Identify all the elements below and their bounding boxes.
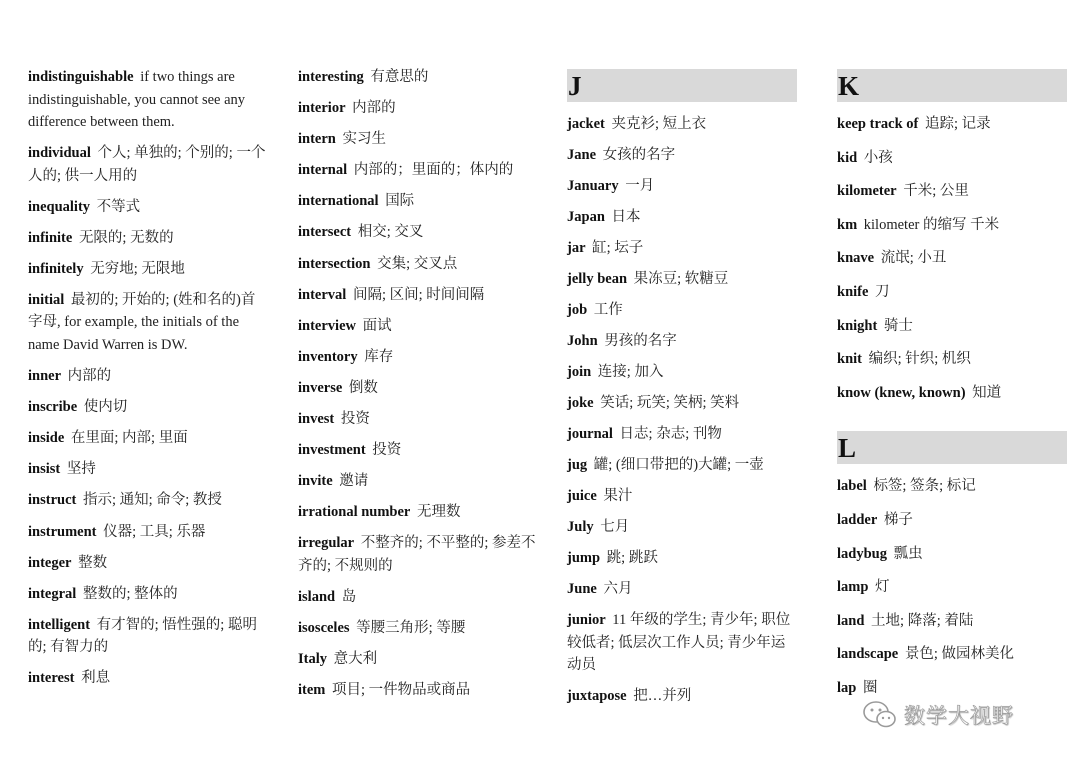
entry-definition: 内部的 (67, 368, 112, 385)
dictionary-entry (28, 142, 266, 187)
dictionary-entry (28, 552, 266, 575)
dictionary-entry (837, 576, 1067, 598)
dictionary-entry (837, 180, 1067, 202)
dictionary-entry (28, 667, 266, 690)
dictionary-entry (567, 113, 797, 136)
dictionary-entry (567, 454, 797, 477)
dictionary-entry (28, 289, 266, 357)
entry-definition: 无限的; 无数的 (78, 229, 174, 246)
entry-definition: 追踪; 记录 (924, 116, 991, 132)
dictionary-entry (567, 547, 797, 570)
entry-definition: 岛 (341, 589, 357, 605)
entry-definition: 千米; 公里 (903, 183, 969, 200)
entry-headword: Japan (567, 209, 605, 225)
dictionary-entry (28, 196, 266, 219)
dictionary-entry (837, 543, 1067, 565)
dictionary-entry (837, 315, 1067, 337)
entry-definition: 流氓; 小丑 (880, 250, 947, 267)
entry-headword: insist (28, 461, 61, 478)
dictionary-entry (298, 190, 538, 213)
entry-headword: integral (28, 585, 77, 602)
entry-headword: item (298, 682, 326, 699)
entry-list-k (837, 113, 1067, 404)
entry-headword: indistinguishable (28, 69, 134, 85)
dictionary-entry (567, 392, 797, 415)
entry-headword: integer (28, 554, 72, 571)
dictionary-entry (298, 617, 538, 640)
entry-headword: landscape (837, 646, 899, 663)
entry-headword: Italy (298, 651, 327, 668)
watermark (862, 700, 1014, 730)
entry-headword: ladybug (837, 545, 887, 562)
entry-definition: 交集; 交叉点 (377, 255, 458, 272)
entry-definition: if two things are indistinguishable, you cannot see any difference between them. (28, 69, 246, 130)
entry-headword: June (567, 581, 597, 597)
dictionary-entry (837, 113, 1067, 135)
entry-headword: inverse (298, 379, 343, 396)
entry-definition: 最初的; 开始的; (姓和名的)首字母, for example, the initials of the name David Warren is DW. (28, 291, 256, 353)
entry-headword: interval (298, 286, 347, 303)
dictionary-entry (28, 427, 266, 450)
entry-headword: invite (298, 473, 333, 490)
entry-definition: 笑话; 玩笑; 笑柄; 笑料 (600, 395, 740, 411)
entry-definition: 把…并列 (633, 688, 692, 704)
dictionary-entry (298, 97, 538, 120)
entry-definition: 景色; 做园林美化 (904, 646, 1015, 663)
entry-definition: 不等式 (96, 198, 141, 215)
dictionary-entry (28, 258, 266, 281)
dictionary-entry (298, 470, 538, 493)
entry-definition: kilometer 的缩写 千米 (863, 216, 1000, 233)
entry-definition: 意大利 (333, 651, 378, 668)
entry-headword: isosceles (298, 620, 350, 637)
entry-headword: Jane (567, 147, 596, 163)
entry-headword: irrational number (298, 504, 411, 521)
entry-definition: 日本 (611, 209, 641, 225)
letter-header-k: K (837, 69, 1067, 102)
entry-definition: 面试 (362, 317, 392, 334)
entry-definition: 连接; 加入 (597, 364, 664, 380)
dictionary-entry (298, 66, 538, 89)
dictionary-entry (837, 382, 1067, 404)
entry-definition: 缸; 坛子 (592, 240, 644, 256)
entry-headword: international (298, 193, 379, 210)
dictionary-entry (567, 206, 797, 229)
dictionary-entry (298, 408, 538, 431)
entry-definition: 实习生 (342, 131, 386, 148)
dictionary-entry (837, 475, 1067, 497)
entry-headword: junior (567, 612, 606, 628)
entry-definition: 果冻豆; 软糖豆 (633, 271, 729, 287)
entry-headword: lap (837, 679, 857, 696)
entry-definition: 11 年级的学生; 青少年; 职位较低者; 低层次工作人员; 青少年运动员 (567, 612, 791, 673)
entry-definition: 相交; 交叉 (357, 224, 424, 241)
dictionary-entry (837, 247, 1067, 269)
entry-definition: 六月 (603, 581, 633, 597)
dictionary-entry (28, 66, 266, 134)
entry-definition: 不整齐的; 不平整的; 参差不齐的; 不规则的 (298, 535, 536, 574)
entry-headword: joke (567, 395, 594, 411)
column-3 (567, 69, 797, 716)
entry-definition: 仪器; 工具; 乐器 (103, 523, 206, 540)
dictionary-entry (837, 643, 1067, 665)
entry-definition: 编织; 针织; 机织 (868, 351, 971, 368)
entry-headword: island (298, 589, 336, 605)
entry-definition: 整数 (78, 554, 108, 571)
dictionary-entry (28, 614, 266, 659)
entry-headword: keep track of (837, 116, 919, 132)
entry-definition: 有才智的; 悟性强的; 聪明的; 有智力的 (28, 616, 257, 656)
dictionary-entry (298, 501, 538, 524)
dictionary-entry (28, 521, 266, 544)
entry-headword: interest (28, 670, 75, 687)
dictionary-entry (298, 532, 538, 577)
entry-definition: 圈 (862, 679, 878, 696)
dictionary-entry (567, 299, 797, 322)
dictionary-entry (567, 516, 797, 539)
entry-headword: ladder (837, 511, 878, 528)
wechat-icon (862, 700, 898, 730)
entry-headword: interior (298, 100, 346, 117)
dictionary-entry (567, 268, 797, 291)
entry-definition: 内部的 (352, 100, 396, 117)
entry-definition: 一月 (625, 178, 655, 194)
entry-headword: jump (567, 550, 601, 566)
entry-definition: 夹克衫; 短上衣 (611, 116, 707, 132)
entry-definition: 使内切 (83, 399, 128, 416)
entry-headword: instruct (28, 492, 77, 509)
entry-definition: 标签; 签条; 标记 (873, 478, 976, 495)
entry-headword: land (837, 612, 865, 629)
dictionary-entry (567, 423, 797, 446)
entry-headword: irregular (298, 535, 355, 552)
entry-headword: invest (298, 411, 335, 428)
entry-definition: 瓢虫 (893, 545, 923, 562)
entry-headword: knight (837, 317, 878, 334)
entry-definition: 整数的; 整体的 (82, 585, 178, 602)
entry-definition: 无理数 (417, 504, 461, 521)
entry-definition: 利息 (81, 670, 111, 687)
entry-headword: investment (298, 442, 366, 459)
dictionary-entry (837, 214, 1067, 236)
entry-headword: know (knew, known) (837, 384, 966, 401)
entry-definition: 内部的；里面的；体内的 (353, 162, 514, 179)
dictionary-entry (28, 396, 266, 419)
dictionary-entry (298, 128, 538, 151)
entry-definition: 坚持 (66, 461, 96, 478)
entry-headword: internal (298, 162, 348, 179)
dictionary-entry (28, 583, 266, 606)
entry-definition: 灯 (875, 579, 890, 596)
dictionary-entry (298, 284, 538, 307)
entry-headword: knave (837, 250, 875, 267)
entry-definition: 跳; 跳跃 (606, 550, 658, 566)
dictionary-entry (837, 348, 1067, 370)
dictionary-entry (567, 685, 797, 708)
entry-definition: 土地; 降落; 着陆 (871, 612, 974, 629)
dictionary-entry (567, 485, 797, 508)
dictionary-entry (298, 315, 538, 338)
entry-headword: journal (567, 426, 613, 442)
dictionary-entry (567, 578, 797, 601)
entry-headword: interview (298, 317, 356, 334)
entry-headword: join (567, 364, 592, 380)
entry-headword: inscribe (28, 399, 78, 416)
entry-definition: 倒数 (348, 379, 378, 396)
entry-definition: 梯子 (883, 511, 913, 528)
dictionary-entry (567, 144, 797, 167)
entry-headword: jar (567, 240, 586, 256)
entry-headword: individual (28, 145, 91, 162)
entry-headword: juice (567, 488, 597, 504)
dictionary-entry (567, 609, 797, 677)
entry-headword: instrument (28, 523, 97, 540)
letter-header-j: J (567, 69, 797, 102)
dictionary-entry (837, 509, 1067, 531)
entry-headword: July (567, 519, 594, 535)
entry-headword: jug (567, 457, 588, 473)
entry-headword: January (567, 178, 619, 194)
dictionary-entry (298, 586, 538, 609)
watermark-text: 数学大视野 (904, 704, 1014, 728)
entry-definition: 国际 (385, 193, 415, 210)
entry-headword: intersect (298, 224, 352, 241)
dictionary-entry (837, 610, 1067, 632)
dictionary-entry (298, 221, 538, 244)
dictionary-entry (837, 281, 1067, 303)
entry-headword: inequality (28, 198, 91, 215)
entry-headword: inner (28, 368, 62, 385)
entry-headword: infinitely (28, 260, 84, 277)
entry-headword: kilometer (837, 183, 897, 200)
entry-definition: 项目; 一件物品或商品 (332, 682, 471, 699)
entry-headword: intersection (298, 255, 371, 272)
entry-definition: 在里面; 内部; 里面 (70, 430, 188, 447)
entry-headword: infinite (28, 229, 73, 246)
dictionary-entry (298, 648, 538, 671)
entry-definition: 投资 (340, 411, 370, 428)
entry-headword: lamp (837, 579, 869, 596)
entry-definition: 工作 (593, 302, 623, 318)
entry-headword: knife (837, 283, 869, 300)
dictionary-entry (567, 175, 797, 198)
column-2 (298, 66, 538, 710)
dictionary-entry (298, 346, 538, 369)
entry-definition: 个人; 单独的; 个别的; 一个人的; 供一人用的 (28, 145, 266, 184)
entry-definition: 女孩的名字 (602, 147, 676, 163)
entry-list-j (567, 113, 797, 708)
entry-definition: 小孩 (863, 149, 893, 166)
entry-headword: knit (837, 351, 862, 368)
dictionary-entry (567, 330, 797, 353)
entry-headword: inside (28, 430, 65, 447)
entry-definition: 指示; 通知; 命令; 教授 (82, 492, 222, 509)
dictionary-entry (298, 253, 538, 276)
dictionary-entry (837, 677, 1067, 699)
entry-headword: km (837, 216, 858, 233)
entry-definition: 日志; 杂志; 刊物 (619, 426, 722, 442)
entry-headword: label (837, 478, 867, 495)
dictionary-entry (28, 489, 266, 512)
entry-definition: 知道 (972, 384, 1002, 401)
entry-headword: kid (837, 149, 858, 166)
entry-list-l (837, 475, 1067, 699)
dictionary-entry (298, 377, 538, 400)
entry-headword: juxtapose (567, 688, 627, 704)
entry-headword: jacket (567, 116, 605, 132)
entry-definition: 男孩的名字 (604, 333, 677, 349)
entry-headword: jelly bean (567, 271, 628, 287)
entry-headword: intern (298, 131, 336, 148)
entry-definition: 果汁 (603, 488, 633, 504)
dictionary-entry (567, 237, 797, 260)
dictionary-entry (298, 159, 538, 182)
dictionary-entry (837, 147, 1067, 169)
entry-definition: 刀 (875, 283, 890, 300)
entry-headword: interesting (298, 69, 364, 85)
column-4 (837, 69, 1067, 711)
entry-definition: 库存 (364, 348, 394, 365)
entry-headword: inventory (298, 348, 358, 365)
column-1 (28, 66, 266, 699)
entry-definition: 等腰三角形; 等腰 (356, 620, 466, 637)
entry-definition: 间隔; 区间; 时间间隔 (352, 286, 485, 303)
entry-definition: 罐; (细口带把的)大罐; 一壶 (593, 457, 764, 473)
dictionary-entry (567, 361, 797, 384)
entry-headword: John (567, 333, 598, 349)
entry-definition: 投资 (372, 442, 402, 459)
entry-definition: 无穷地; 无限地 (90, 260, 185, 277)
entry-definition: 七月 (600, 519, 630, 535)
entry-headword: initial (28, 291, 65, 308)
dictionary-entry (298, 679, 538, 702)
dictionary-entry (28, 227, 266, 250)
entry-headword: job (567, 302, 588, 318)
entry-definition: 有意思的 (370, 69, 429, 85)
letter-header-l: L (837, 431, 1067, 464)
entry-headword: intelligent (28, 616, 91, 633)
dictionary-entry (298, 439, 538, 462)
entry-definition: 邀请 (339, 473, 369, 490)
dictionary-entry (28, 365, 266, 388)
dictionary-entry (28, 458, 266, 481)
entry-definition: 骑士 (883, 317, 913, 334)
